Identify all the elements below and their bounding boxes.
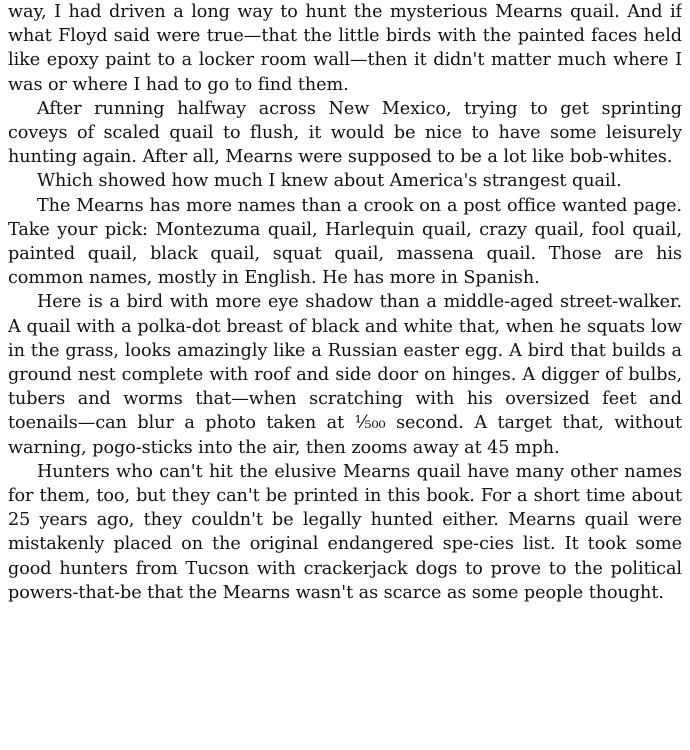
paragraph-3: Which showed how much I knew about America's strangest quail.	[37, 171, 622, 192]
paragraph-4: The Mearns has more names than a crook on a post office wanted page. Take your pick: Montezuma quail, Harlequin quail, crazy quail, fool quail, painted quail, black quail, squat quail, massena quail. Those are his common names, mostly in English. He has more in Spanish.	[8, 195, 682, 289]
paragraph-5: Here is a bird with more eye shadow than a middle-aged street-walker. A quail with a polka-dot breast of black and white that, when he squats low in the grass, looks amazingly like a Russian easter egg. A bird that builds a ground nest complete with roof and side door on hinges. A digger of bulbs, tubers and worms that—when scratching with his oversized feet and toenails—can blur a photo taken at ¹⁄₅₀₀ second. A target that, without warning, pogo-sticks into the air, then zooms away at 45 mph.	[8, 292, 682, 458]
book-page	[8, 0, 682, 750]
paragraph-1: way, I had driven a long way to hunt the mysterious Mearns quail. And if what Floyd said were true—that the little birds with the painted faces held like epoxy paint to a locker room wall—then it didn't matter much where I was or where I had to go to find them.	[8, 2, 682, 95]
paragraph-2: After running halfway across New Mexico, trying to get sprinting coveys of scaled quail to flush, it would be nice to have some leisurely hunting again. After all, Mearns were supposed to be a lot like bob-whites.	[8, 98, 682, 168]
paragraph-6: Hunters who can't hit the elusive Mearns quail have many other names for them, too, but they can't be printed in this book. For a short time about 25 years ago, they couldn't be legally hunted either. Mearns quail were mistakenly placed on the original endangered spe-cies list. It took some good hunters from Tucson with crackerjack dogs to prove to the political powers-that-be that the Mearns wasn't as scarce as some people thought.	[8, 461, 682, 603]
